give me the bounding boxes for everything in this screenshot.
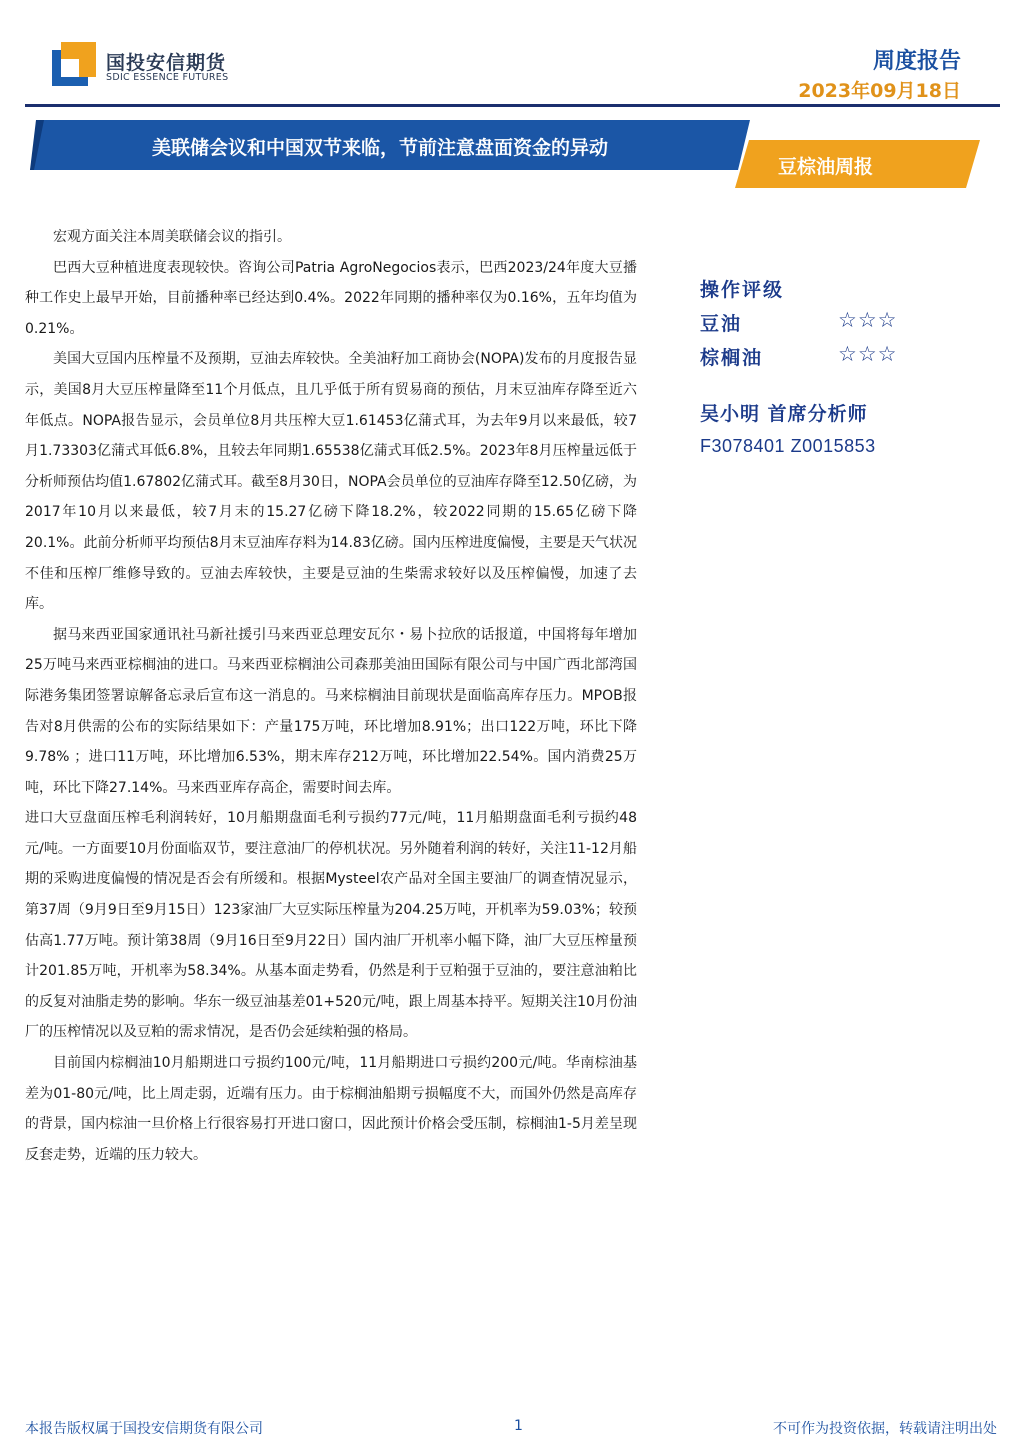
rating-title: 操作评级 bbox=[700, 279, 785, 301]
star-rating-icon: ☆☆☆ bbox=[838, 308, 898, 332]
report-title: 美联储会议和中国双节来临，节前注意盘面资金的异动 bbox=[152, 137, 609, 159]
body-paragraph: 据马来西亚国家通讯社马新社援引马来西亚总理安瓦尔・易卜拉欣的话报道，中国将每年增加25万吨马来西亚棕榈油的进口。马来西亚棕榈油公司森那美油田国际有限公司与中国广西北部湾国际港务集团签署谅解备忘录后宣布这一消息的。马来棕榈油目前现状是面临高库存压力。MPOB报告对8月供需的公布的实际结果如下：产量175万吨，环比增加8.91%；出口122万吨，环比下降9.78% ；进口11万吨，环比增加6.53%，期末库存212万吨，环比增加22.54%。国内消费25万吨，环比下降27.14%。马来西亚库存高企，需要时间去库。 bbox=[25, 626, 637, 796]
page-number: 1 bbox=[514, 1418, 523, 1434]
body-paragraph: 美国大豆国内压榨量不及预期，豆油去库较快。全美油籽加工商协会(NOPA)发布的月度报告显示，美国8月大豆压榨量降至11个月低点，且几乎低于所有贸易商的预估，月末豆油库存降至近六年低点。NOPA报告显示，会员单位8月共压榨大豆1.61453亿蒲式耳，为去年9月以来最低，较7月1.73303亿蒲式耳低6.8%，且较去年同期1.65538亿蒲式耳低2.5%。2023年8月压榨量远低于分析师预估均值1.67802亿蒲式耳。截至8月30日，NOPA会员单位的豆油库存降至12.50亿磅，为2017年10月以来最低，较7月末的15.27亿磅下降18.2%，较2022同期的15.65亿磅下降20.1%。此前分析师平均预估8月末豆油库存料为14.83亿磅。国内压榨进度偏慢，主要是天气状况不佳和压榨厂维修导致的。豆油去库较快，主要是豆油的生柴需求较好以及压榨偏慢，加速了去库。 bbox=[25, 351, 637, 613]
company-logo bbox=[52, 42, 252, 90]
rating-row-soybean-oil bbox=[700, 309, 920, 343]
rating-item-label: 豆油 bbox=[700, 313, 743, 335]
body-paragraph: 巴西大豆种植进度表现较快。咨询公司Patria AgroNegocios表示，巴西2023/24年度大豆播种工作史上最早开始，目前播种率已经达到0.4%。2022年同期的播种率仅为0.16%，五年均值为0.21%。 bbox=[25, 259, 637, 337]
category-tag-label: 豆棕油周报 bbox=[778, 156, 874, 178]
header-divider bbox=[25, 104, 1000, 107]
report-body bbox=[25, 222, 637, 1170]
report-type: 周度报告 bbox=[872, 49, 961, 74]
body-paragraph: 目前国内棕榈油10月船期进口亏损约100元/吨，11月船期进口亏损约200元/吨。华南棕油基差为01-80元/吨，比上周走弱，近端有压力。由于棕榈油船期亏损幅度不大，而国外仍然是高库存的背景，国内棕油一旦价格上行很容易打开进口窗口，因此预计价格会受压制，棕榈油1-5月差呈现反套走势，近端的压力较大。 bbox=[25, 1055, 637, 1163]
logo-mark-icon bbox=[52, 42, 96, 86]
logo-name-en: SDIC ESSENCE FUTURES bbox=[106, 72, 229, 83]
star-rating-icon: ☆☆☆ bbox=[838, 342, 898, 366]
report-date: 2023年09月18日 bbox=[798, 80, 961, 102]
footer-copyright: 本报告版权属于国投安信期货有限公司 bbox=[25, 1421, 263, 1437]
body-paragraph: 宏观方面关注本周美联储会议的指引。 bbox=[53, 229, 291, 245]
body-paragraph: 进口大豆盘面压榨毛利润转好，10月船期盘面毛利亏损约77元/吨，11月船期盘面毛利亏损约48元/吨。一方面要10月份面临双节，要注意油厂的停机状况。另外随着利润的转好，关注11-12月船期的采购进度偏慢的情况是否会有所缓和。根据Mysteel农产品对全国主要油厂的调查情况显示，第37周（9月9日至9月15日）123家油厂大豆实际压榨量为204.25万吨，开机率为59.03%；较预估高1.77万吨。预计第38周（9月16日至9月22日）国内油厂开机率小幅下降，油厂大豆压榨量预计201.85万吨，开机率为58.34%。从基本面走势看，仍然是利于豆粕强于豆油的，要注意油粕比的反复对油脂走势的影响。华东一级豆油基差01+520元/吨，跟上周基本持平。短期关注10月份油厂的压榨情况以及豆粕的需求情况，是否仍会延续粕强的格局。 bbox=[25, 810, 637, 1041]
analyst-name: 吴小明 首席分析师 bbox=[700, 403, 868, 425]
logo-name-cn: 国投安信期货 bbox=[106, 52, 227, 74]
analyst-license: F3078401 Z0015853 bbox=[700, 436, 876, 456]
sidebar bbox=[700, 275, 920, 457]
rating-row-palm-oil bbox=[700, 343, 920, 377]
rating-item-label: 棕榈油 bbox=[700, 347, 764, 369]
footer-disclaimer: 不可作为投资依据，转载请注明出处 bbox=[773, 1421, 997, 1437]
